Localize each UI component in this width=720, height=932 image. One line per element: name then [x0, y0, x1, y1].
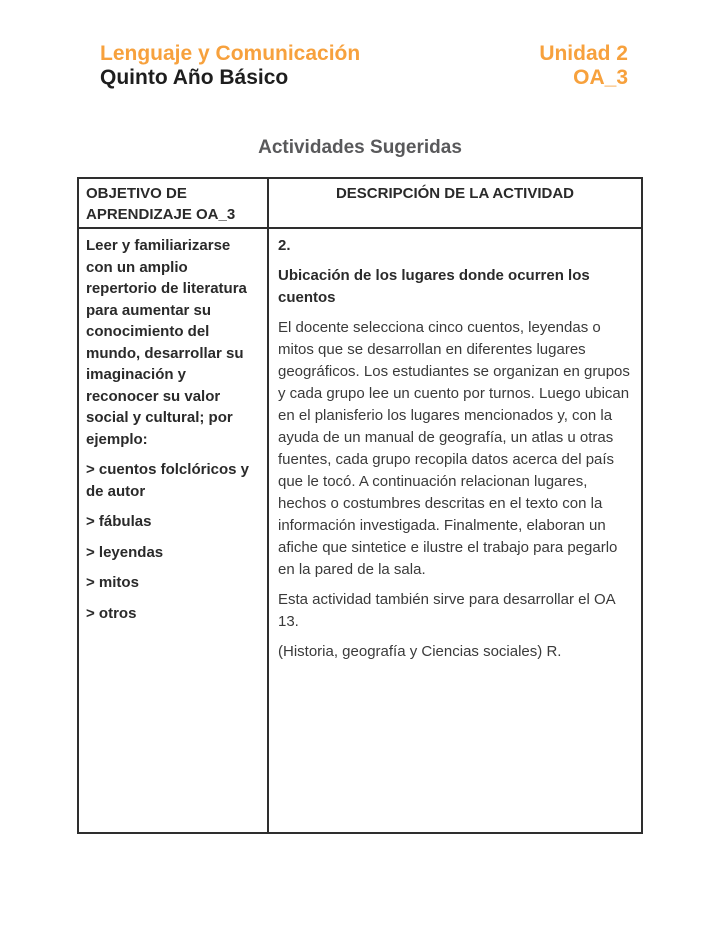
objective-item: > fábulas [86, 513, 152, 530]
table-body-row [78, 228, 642, 833]
activity-cell [268, 228, 642, 833]
objective-column-header: OBJETIVO DE APRENDIZAJE OA_3 [78, 178, 268, 228]
grade-title: Quinto Año Básico [100, 66, 289, 89]
activity-description: El docente selecciona cinco cuentos, leyendas o mitos que se desarrollan en diferentes lugares geográficos. Los estudiantes se organizan en grupos y cada grupo lee un cuento por turnos. Luego ubican en el planisferio los lugares mencionados y, con la ayuda de un manual de geografía, un atlas u otras fuentes, cada grupo recopila datos acerca del país que le tocó. A continuación relacionan lugares, hechos o costumbres descritas en el texto con la información investigada. Finalmente, elaboran un afiche que sintetice e ilustre el trabajo para pegarlo en la pared de la sala. [278, 319, 630, 578]
subject-title: Lenguaje y Comunicación [100, 42, 361, 65]
activity-subject-note: (Historia, geografía y Ciencias sociales) R. [278, 643, 562, 660]
oa-label: OA_3 [573, 66, 628, 89]
table-header-row [78, 178, 642, 228]
objective-paragraph: Leer y familiarizarse con un amplio repertorio de literatura para aumentar su conocimiento del mundo, desarrollar su imaginación y reconocer su valor social y cultural; por ejemplo: [86, 237, 247, 448]
objective-item: > leyendas [86, 543, 164, 561]
document-header [100, 42, 628, 90]
activity-number: 2. [278, 237, 291, 254]
page-title: Actividades Sugeridas [258, 137, 462, 158]
activities-table [77, 177, 643, 834]
objective-item: > mitos [86, 574, 139, 591]
objective-cell [78, 228, 268, 833]
activity-title: Ubicación de los lugares donde ocurren los cuentos [278, 267, 590, 306]
activity-note: Esta actividad también sirve para desarrollar el OA 13. [278, 591, 615, 630]
header-right-block [539, 42, 628, 90]
unit-label: Unidad 2 [539, 42, 628, 65]
objective-item: > cuentos folclóricos y de autor [86, 461, 249, 500]
activity-column-header: DESCRIPCIÓN DE LA ACTIVIDAD [268, 178, 642, 228]
header-left-block [100, 42, 360, 90]
objective-item: > otros [86, 604, 137, 622]
